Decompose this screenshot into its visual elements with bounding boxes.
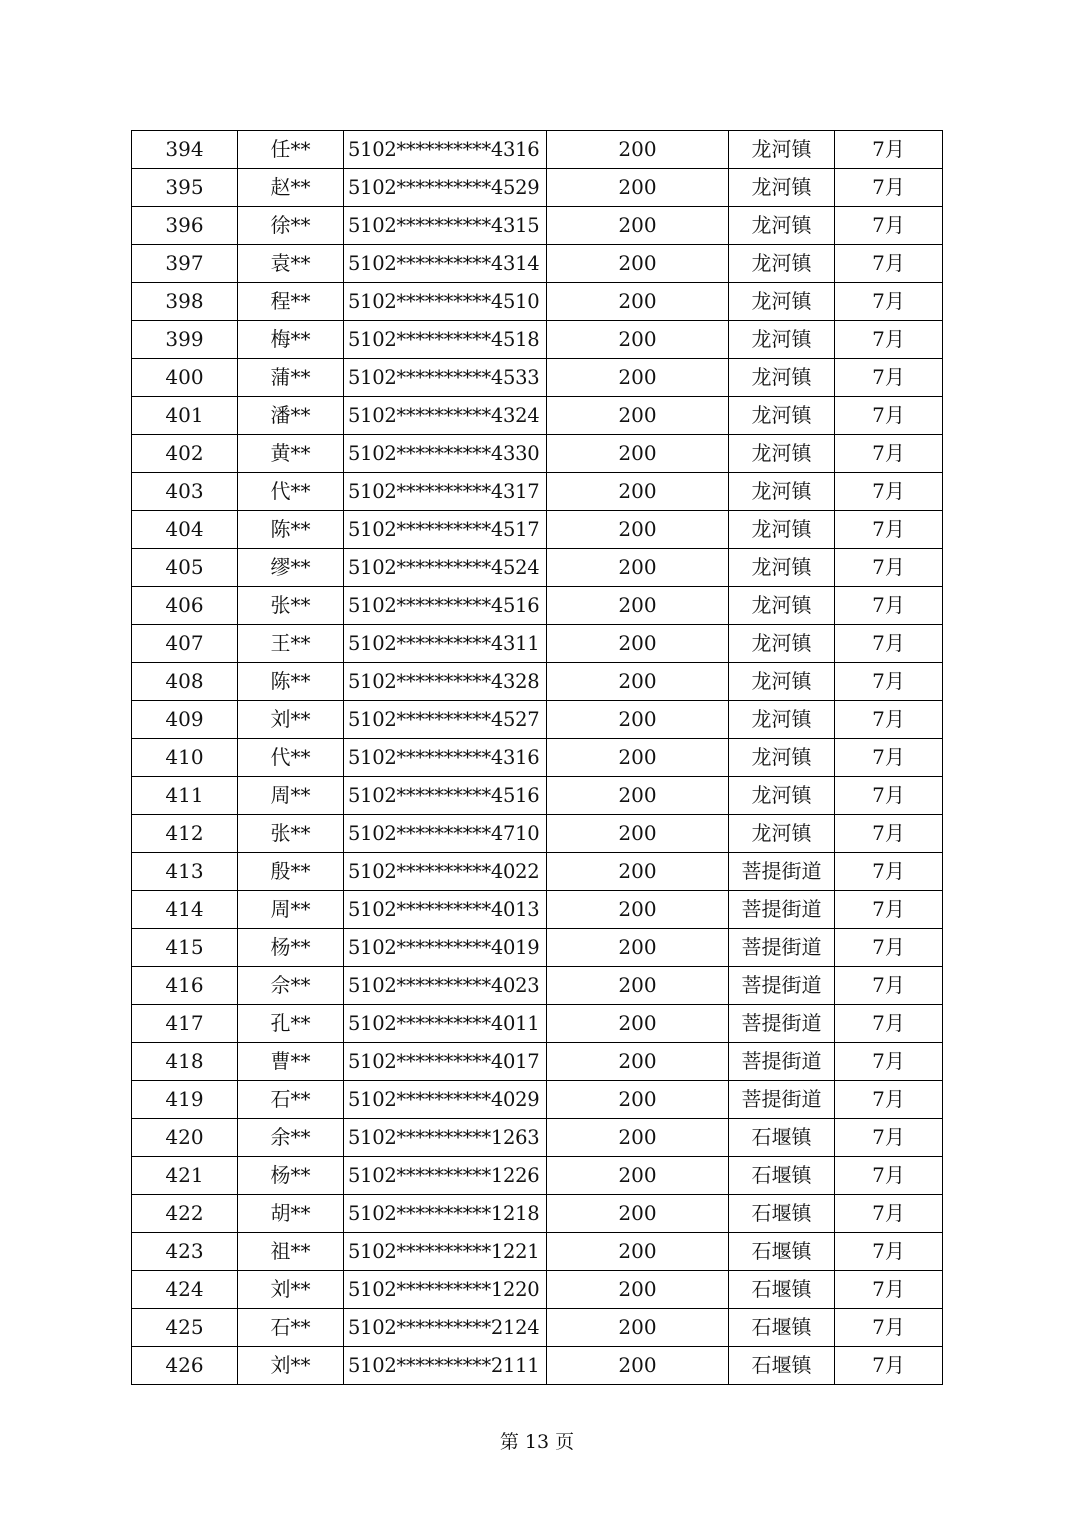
name-cell: 胡** xyxy=(238,1195,344,1233)
row-number-cell: 413 xyxy=(132,853,238,891)
row-number-cell: 414 xyxy=(132,891,238,929)
table-body xyxy=(132,131,943,1385)
table-row xyxy=(132,815,943,853)
table-row xyxy=(132,929,943,967)
month-cell: 7月 xyxy=(835,1119,943,1157)
name-cell: 任** xyxy=(238,131,344,169)
month-cell: 7月 xyxy=(835,739,943,777)
id-number-cell: 5102**********4710 xyxy=(344,815,547,853)
name-cell: 黄** xyxy=(238,435,344,473)
township-cell: 石堰镇 xyxy=(729,1271,835,1309)
month-cell: 7月 xyxy=(835,169,943,207)
name-cell: 佘** xyxy=(238,967,344,1005)
id-number-cell: 5102**********4316 xyxy=(344,131,547,169)
township-cell: 菩提街道 xyxy=(729,1043,835,1081)
id-number-cell: 5102**********4516 xyxy=(344,777,547,815)
township-cell: 龙河镇 xyxy=(729,511,835,549)
amount-cell: 200 xyxy=(547,321,729,359)
township-cell: 龙河镇 xyxy=(729,359,835,397)
amount-cell: 200 xyxy=(547,777,729,815)
township-cell: 龙河镇 xyxy=(729,283,835,321)
table-row xyxy=(132,321,943,359)
month-cell: 7月 xyxy=(835,1081,943,1119)
table-row xyxy=(132,777,943,815)
month-cell: 7月 xyxy=(835,853,943,891)
month-cell: 7月 xyxy=(835,207,943,245)
amount-cell: 200 xyxy=(547,397,729,435)
month-cell: 7月 xyxy=(835,1309,943,1347)
row-number-cell: 415 xyxy=(132,929,238,967)
row-number-cell: 425 xyxy=(132,1309,238,1347)
amount-cell: 200 xyxy=(547,1119,729,1157)
table-row xyxy=(132,1043,943,1081)
id-number-cell: 5102**********4029 xyxy=(344,1081,547,1119)
amount-cell: 200 xyxy=(547,891,729,929)
month-cell: 7月 xyxy=(835,473,943,511)
name-cell: 王** xyxy=(238,625,344,663)
name-cell: 陈** xyxy=(238,663,344,701)
amount-cell: 200 xyxy=(547,1043,729,1081)
name-cell: 袁** xyxy=(238,245,344,283)
table-row xyxy=(132,853,943,891)
row-number-cell: 394 xyxy=(132,131,238,169)
name-cell: 余** xyxy=(238,1119,344,1157)
amount-cell: 200 xyxy=(547,739,729,777)
table-row xyxy=(132,1347,943,1385)
amount-cell: 200 xyxy=(547,701,729,739)
table-row xyxy=(132,131,943,169)
amount-cell: 200 xyxy=(547,549,729,587)
township-cell: 龙河镇 xyxy=(729,473,835,511)
table-row xyxy=(132,1081,943,1119)
township-cell: 菩提街道 xyxy=(729,1081,835,1119)
township-cell: 龙河镇 xyxy=(729,131,835,169)
township-cell: 龙河镇 xyxy=(729,207,835,245)
id-number-cell: 5102**********4524 xyxy=(344,549,547,587)
table-row xyxy=(132,1271,943,1309)
month-cell: 7月 xyxy=(835,1271,943,1309)
id-number-cell: 5102**********1263 xyxy=(344,1119,547,1157)
row-number-cell: 422 xyxy=(132,1195,238,1233)
month-cell: 7月 xyxy=(835,359,943,397)
month-cell: 7月 xyxy=(835,1195,943,1233)
row-number-cell: 405 xyxy=(132,549,238,587)
name-cell: 梅** xyxy=(238,321,344,359)
month-cell: 7月 xyxy=(835,663,943,701)
id-number-cell: 5102**********4516 xyxy=(344,587,547,625)
amount-cell: 200 xyxy=(547,473,729,511)
id-number-cell: 5102**********4013 xyxy=(344,891,547,929)
id-number-cell: 5102**********2124 xyxy=(344,1309,547,1347)
table-row xyxy=(132,511,943,549)
row-number-cell: 423 xyxy=(132,1233,238,1271)
table-row xyxy=(132,473,943,511)
id-number-cell: 5102**********2111 xyxy=(344,1347,547,1385)
amount-cell: 200 xyxy=(547,929,729,967)
amount-cell: 200 xyxy=(547,169,729,207)
table-row xyxy=(132,1309,943,1347)
township-cell: 石堰镇 xyxy=(729,1309,835,1347)
month-cell: 7月 xyxy=(835,397,943,435)
id-number-cell: 5102**********4533 xyxy=(344,359,547,397)
month-cell: 7月 xyxy=(835,967,943,1005)
row-number-cell: 410 xyxy=(132,739,238,777)
amount-cell: 200 xyxy=(547,1233,729,1271)
name-cell: 张** xyxy=(238,587,344,625)
id-number-cell: 5102**********4019 xyxy=(344,929,547,967)
row-number-cell: 407 xyxy=(132,625,238,663)
name-cell: 孔** xyxy=(238,1005,344,1043)
id-number-cell: 5102**********1226 xyxy=(344,1157,547,1195)
amount-cell: 200 xyxy=(547,245,729,283)
row-number-cell: 421 xyxy=(132,1157,238,1195)
amount-cell: 200 xyxy=(547,853,729,891)
amount-cell: 200 xyxy=(547,663,729,701)
table-row xyxy=(132,891,943,929)
month-cell: 7月 xyxy=(835,929,943,967)
table-row xyxy=(132,1157,943,1195)
month-cell: 7月 xyxy=(835,511,943,549)
table-row xyxy=(132,283,943,321)
row-number-cell: 409 xyxy=(132,701,238,739)
id-number-cell: 5102**********1218 xyxy=(344,1195,547,1233)
township-cell: 龙河镇 xyxy=(729,549,835,587)
township-cell: 龙河镇 xyxy=(729,701,835,739)
row-number-cell: 396 xyxy=(132,207,238,245)
row-number-cell: 402 xyxy=(132,435,238,473)
month-cell: 7月 xyxy=(835,777,943,815)
row-number-cell: 406 xyxy=(132,587,238,625)
name-cell: 刘** xyxy=(238,1271,344,1309)
name-cell: 曹** xyxy=(238,1043,344,1081)
row-number-cell: 400 xyxy=(132,359,238,397)
row-number-cell: 398 xyxy=(132,283,238,321)
name-cell: 张** xyxy=(238,815,344,853)
table-row xyxy=(132,549,943,587)
row-number-cell: 401 xyxy=(132,397,238,435)
township-cell: 菩提街道 xyxy=(729,891,835,929)
township-cell: 龙河镇 xyxy=(729,321,835,359)
township-cell: 龙河镇 xyxy=(729,739,835,777)
id-number-cell: 5102**********1221 xyxy=(344,1233,547,1271)
name-cell: 代** xyxy=(238,473,344,511)
table-row xyxy=(132,169,943,207)
month-cell: 7月 xyxy=(835,131,943,169)
month-cell: 7月 xyxy=(835,321,943,359)
amount-cell: 200 xyxy=(547,1195,729,1233)
row-number-cell: 403 xyxy=(132,473,238,511)
row-number-cell: 417 xyxy=(132,1005,238,1043)
id-number-cell: 5102**********4023 xyxy=(344,967,547,1005)
row-number-cell: 424 xyxy=(132,1271,238,1309)
table-row xyxy=(132,435,943,473)
name-cell: 缪** xyxy=(238,549,344,587)
amount-cell: 200 xyxy=(547,1005,729,1043)
amount-cell: 200 xyxy=(547,207,729,245)
name-cell: 潘** xyxy=(238,397,344,435)
id-number-cell: 5102**********4314 xyxy=(344,245,547,283)
name-cell: 石** xyxy=(238,1309,344,1347)
name-cell: 石** xyxy=(238,1081,344,1119)
month-cell: 7月 xyxy=(835,625,943,663)
name-cell: 陈** xyxy=(238,511,344,549)
township-cell: 龙河镇 xyxy=(729,625,835,663)
id-number-cell: 5102**********4328 xyxy=(344,663,547,701)
id-number-cell: 5102**********4022 xyxy=(344,853,547,891)
amount-cell: 200 xyxy=(547,511,729,549)
id-number-cell: 5102**********4317 xyxy=(344,473,547,511)
name-cell: 祖** xyxy=(238,1233,344,1271)
township-cell: 菩提街道 xyxy=(729,967,835,1005)
id-number-cell: 5102**********4011 xyxy=(344,1005,547,1043)
table-row xyxy=(132,359,943,397)
row-number-cell: 419 xyxy=(132,1081,238,1119)
name-cell: 蒲** xyxy=(238,359,344,397)
amount-cell: 200 xyxy=(547,587,729,625)
row-number-cell: 426 xyxy=(132,1347,238,1385)
page-number: 第 13 页 xyxy=(499,1431,575,1453)
amount-cell: 200 xyxy=(547,815,729,853)
amount-cell: 200 xyxy=(547,435,729,473)
name-cell: 周** xyxy=(238,777,344,815)
table-row xyxy=(132,1233,943,1271)
township-cell: 石堰镇 xyxy=(729,1347,835,1385)
amount-cell: 200 xyxy=(547,359,729,397)
recipient-table xyxy=(131,130,943,1385)
township-cell: 石堰镇 xyxy=(729,1119,835,1157)
amount-cell: 200 xyxy=(547,1081,729,1119)
month-cell: 7月 xyxy=(835,815,943,853)
id-number-cell: 5102**********4510 xyxy=(344,283,547,321)
township-cell: 菩提街道 xyxy=(729,929,835,967)
row-number-cell: 418 xyxy=(132,1043,238,1081)
table-row xyxy=(132,1195,943,1233)
amount-cell: 200 xyxy=(547,1309,729,1347)
name-cell: 杨** xyxy=(238,1157,344,1195)
month-cell: 7月 xyxy=(835,435,943,473)
table-row xyxy=(132,587,943,625)
id-number-cell: 5102**********4311 xyxy=(344,625,547,663)
amount-cell: 200 xyxy=(547,1347,729,1385)
id-number-cell: 5102**********4529 xyxy=(344,169,547,207)
name-cell: 刘** xyxy=(238,1347,344,1385)
month-cell: 7月 xyxy=(835,587,943,625)
month-cell: 7月 xyxy=(835,1043,943,1081)
amount-cell: 200 xyxy=(547,283,729,321)
amount-cell: 200 xyxy=(547,1157,729,1195)
row-number-cell: 397 xyxy=(132,245,238,283)
row-number-cell: 395 xyxy=(132,169,238,207)
township-cell: 龙河镇 xyxy=(729,815,835,853)
month-cell: 7月 xyxy=(835,1005,943,1043)
table-row xyxy=(132,1005,943,1043)
amount-cell: 200 xyxy=(547,967,729,1005)
table-row xyxy=(132,397,943,435)
township-cell: 龙河镇 xyxy=(729,169,835,207)
township-cell: 龙河镇 xyxy=(729,663,835,701)
row-number-cell: 404 xyxy=(132,511,238,549)
township-cell: 菩提街道 xyxy=(729,1005,835,1043)
row-number-cell: 399 xyxy=(132,321,238,359)
id-number-cell: 5102**********4517 xyxy=(344,511,547,549)
name-cell: 周** xyxy=(238,891,344,929)
amount-cell: 200 xyxy=(547,1271,729,1309)
month-cell: 7月 xyxy=(835,701,943,739)
row-number-cell: 411 xyxy=(132,777,238,815)
amount-cell: 200 xyxy=(547,131,729,169)
township-cell: 龙河镇 xyxy=(729,245,835,283)
id-number-cell: 5102**********4527 xyxy=(344,701,547,739)
row-number-cell: 416 xyxy=(132,967,238,1005)
id-number-cell: 5102**********4324 xyxy=(344,397,547,435)
name-cell: 程** xyxy=(238,283,344,321)
month-cell: 7月 xyxy=(835,245,943,283)
name-cell: 徐** xyxy=(238,207,344,245)
id-number-cell: 5102**********4017 xyxy=(344,1043,547,1081)
township-cell: 龙河镇 xyxy=(729,587,835,625)
table-row xyxy=(132,967,943,1005)
table-row xyxy=(132,245,943,283)
township-cell: 龙河镇 xyxy=(729,397,835,435)
id-number-cell: 5102**********4330 xyxy=(344,435,547,473)
month-cell: 7月 xyxy=(835,891,943,929)
name-cell: 赵** xyxy=(238,169,344,207)
name-cell: 代** xyxy=(238,739,344,777)
township-cell: 石堰镇 xyxy=(729,1157,835,1195)
id-number-cell: 5102**********4518 xyxy=(344,321,547,359)
table-row xyxy=(132,207,943,245)
month-cell: 7月 xyxy=(835,1157,943,1195)
month-cell: 7月 xyxy=(835,1347,943,1385)
id-number-cell: 5102**********1220 xyxy=(344,1271,547,1309)
township-cell: 石堰镇 xyxy=(729,1195,835,1233)
table-row xyxy=(132,1119,943,1157)
month-cell: 7月 xyxy=(835,283,943,321)
amount-cell: 200 xyxy=(547,625,729,663)
row-number-cell: 412 xyxy=(132,815,238,853)
township-cell: 菩提街道 xyxy=(729,853,835,891)
township-cell: 龙河镇 xyxy=(729,435,835,473)
month-cell: 7月 xyxy=(835,1233,943,1271)
table-row xyxy=(132,739,943,777)
table-row xyxy=(132,663,943,701)
township-cell: 石堰镇 xyxy=(729,1233,835,1271)
table-row xyxy=(132,701,943,739)
name-cell: 刘** xyxy=(238,701,344,739)
name-cell: 殷** xyxy=(238,853,344,891)
id-number-cell: 5102**********4316 xyxy=(344,739,547,777)
row-number-cell: 420 xyxy=(132,1119,238,1157)
row-number-cell: 408 xyxy=(132,663,238,701)
table-row xyxy=(132,625,943,663)
township-cell: 龙河镇 xyxy=(729,777,835,815)
month-cell: 7月 xyxy=(835,549,943,587)
name-cell: 杨** xyxy=(238,929,344,967)
id-number-cell: 5102**********4315 xyxy=(344,207,547,245)
